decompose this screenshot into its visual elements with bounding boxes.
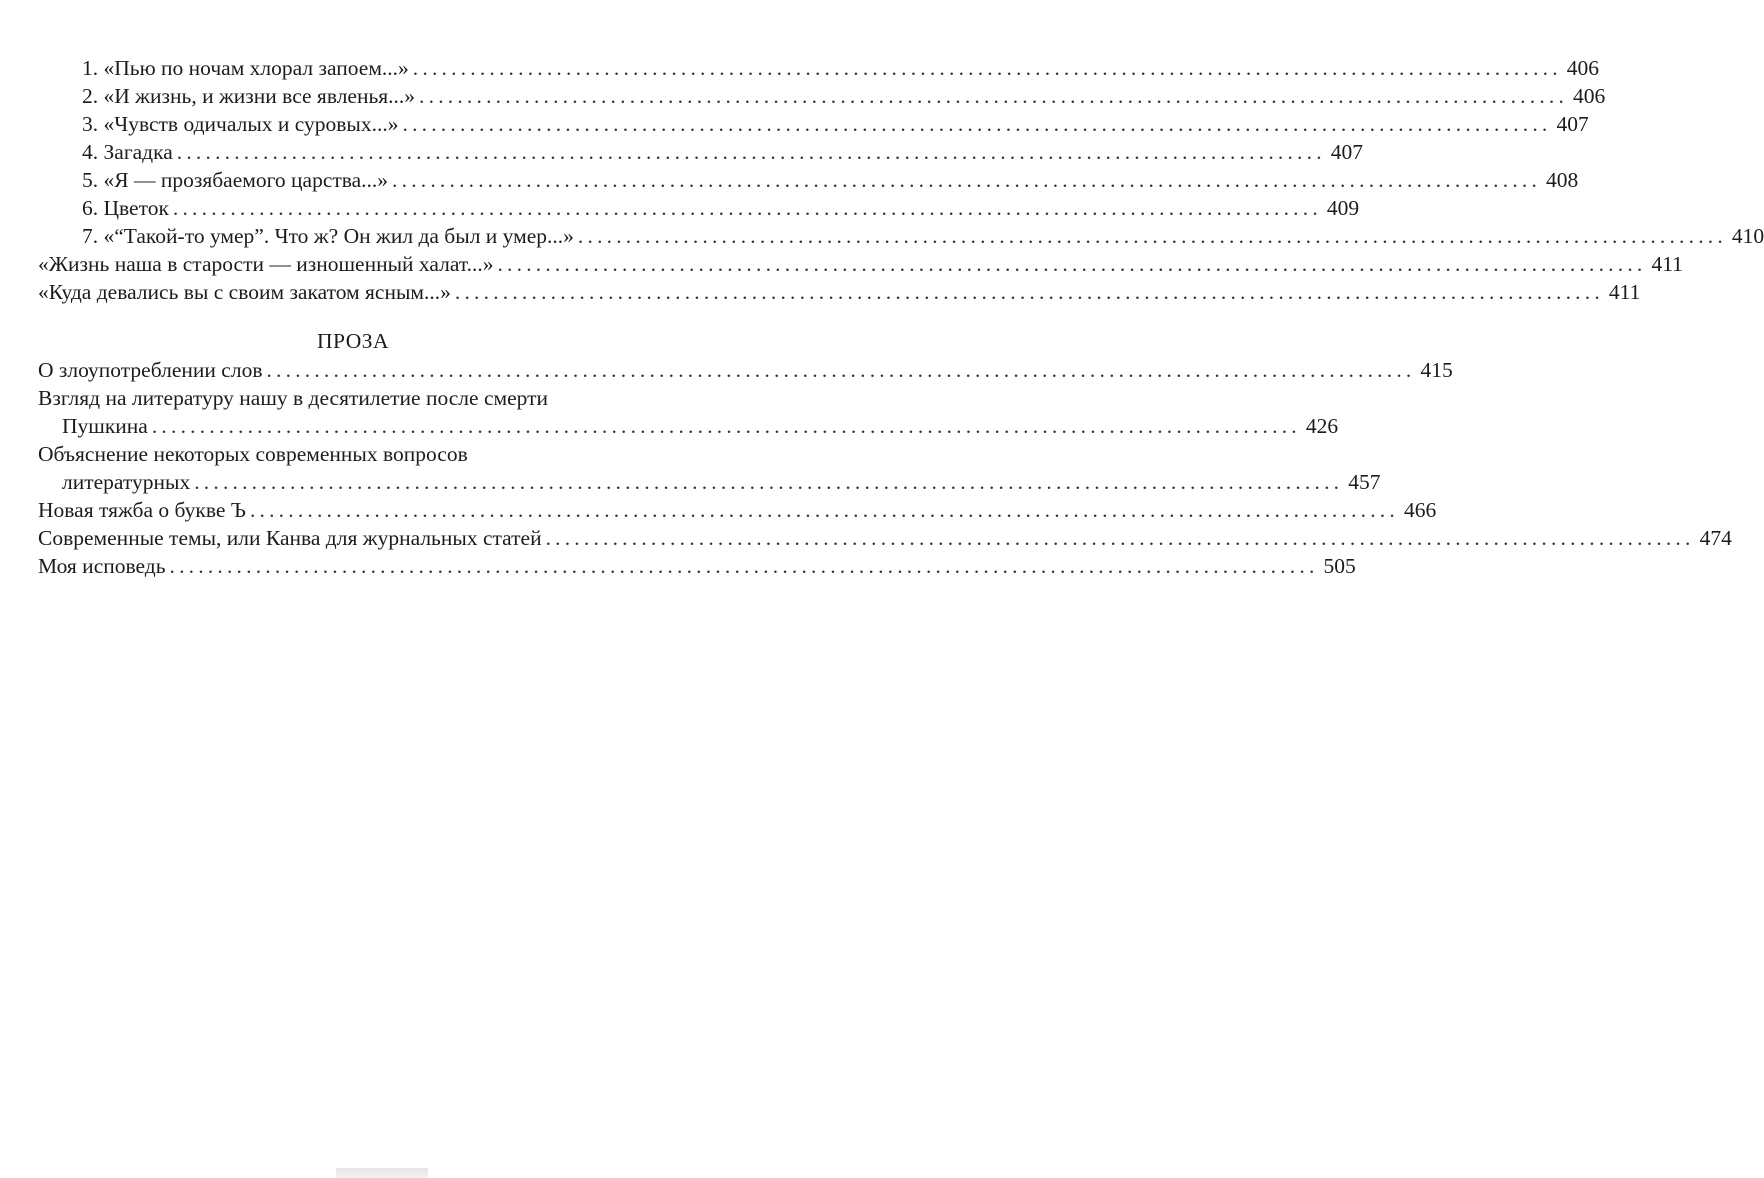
toc-entry-page: 426 — [1305, 414, 1339, 438]
dot-leader: ........................................................................................................................ — [577, 224, 1727, 248]
dot-leader: ........................................................................................................................ — [249, 498, 1399, 522]
dot-leader: ........................................................................................................................ — [392, 168, 1542, 192]
dot-leader: ........................................................................................................................ — [419, 84, 1569, 108]
toc-entry-page: 407 — [1330, 140, 1364, 164]
toc-entry-page: 410 — [1731, 224, 1764, 248]
toc-entry — [38, 110, 1589, 138]
dot-leader: ........................................................................................................................ — [151, 414, 1301, 438]
toc-entry-title: 5. «Я — прозябаемого царства...» — [82, 168, 389, 192]
page-edge-mark — [336, 1168, 428, 1178]
toc-entry-title: Новая тяжба о букве Ъ — [38, 498, 246, 522]
table-of-contents — [38, 54, 1764, 580]
toc-entry — [38, 496, 1437, 524]
toc-entry-page: 466 — [1403, 498, 1437, 522]
toc-entry-title: 4. Загадка — [82, 140, 173, 164]
dot-leader: ........................................................................................................................ — [172, 196, 1322, 220]
toc-entry-page: 505 — [1323, 554, 1356, 578]
toc-entry-title: Взгляд на литературу нашу в десятилетие после смерти — [38, 386, 549, 410]
dot-leader: ........................................................................................................................ — [266, 358, 1416, 382]
toc-entry-title: 7. «“Такой-то умер”. Что ж? Он жил да был и умер...» — [82, 224, 574, 248]
toc-entry-title: 3. «Чувств одичалых и суровых...» — [82, 112, 399, 136]
toc-entry-page: 457 — [1348, 470, 1381, 494]
toc-entry-page: 474 — [1699, 526, 1732, 550]
dot-leader: ........................................................................................................................ — [194, 470, 1344, 494]
toc-entry-title: Моя исповедь — [38, 554, 166, 578]
toc-entry — [38, 356, 1453, 384]
toc-entry — [38, 278, 1641, 306]
toc-entry — [38, 54, 1600, 82]
toc-entry-page: 407 — [1556, 112, 1589, 136]
toc-entry-line — [38, 384, 668, 412]
toc-entry-title-continued: литературных — [62, 470, 191, 494]
toc-entry — [38, 166, 1579, 194]
toc-entry — [38, 412, 1339, 440]
toc-entry-line — [38, 440, 668, 468]
toc-entry — [38, 194, 1360, 222]
toc-entry-page: 411 — [1651, 252, 1683, 276]
toc-entry-title-continued: Пушкина — [62, 414, 148, 438]
dot-leader: ........................................................................................................................ — [169, 554, 1319, 578]
dot-leader: ........................................................................................................................ — [545, 526, 1695, 550]
toc-entry-title: Объяснение некоторых современных вопросов — [38, 442, 468, 466]
toc-entry — [38, 250, 1683, 278]
dot-leader: ........................................................................................................................ — [176, 140, 1326, 164]
toc-entry-page: 409 — [1326, 196, 1360, 220]
toc-entry — [38, 468, 1381, 496]
toc-entry-title: 2. «И жизнь, и жизни все явленья...» — [82, 84, 416, 108]
toc-entry — [38, 552, 1356, 580]
toc-entry — [38, 138, 1364, 166]
toc-entry-title: 6. Цветок — [82, 196, 169, 220]
toc-entry — [38, 82, 1606, 110]
toc-entry — [38, 524, 1732, 552]
dot-leader: ........................................................................................................................ — [454, 280, 1604, 304]
dot-leader: ........................................................................................................................ — [402, 112, 1552, 136]
toc-entry-title: О злоупотреблении слов — [38, 358, 263, 382]
toc-entry-title: «Куда девались вы с своим закатом ясным...» — [38, 280, 451, 304]
toc-entry-title: «Жизнь наша в старости — изношенный халат...» — [38, 252, 494, 276]
toc-entry-page: 415 — [1420, 358, 1453, 382]
dot-leader: ........................................................................................................................ — [497, 252, 1647, 276]
toc-entry-title: Современные темы, или Канва для журнальных статей — [38, 526, 542, 550]
dot-leader: ........................................................................................................................ — [412, 56, 1562, 80]
toc-entry — [38, 222, 1764, 250]
toc-entry-page: 411 — [1608, 280, 1641, 304]
toc-entry-page: 406 — [1566, 56, 1600, 80]
section-title: ПРОЗА — [316, 329, 390, 353]
toc-entry-title: 1. «Пью по ночам хлорал запоем...» — [82, 56, 409, 80]
toc-entry-page: 408 — [1546, 168, 1579, 192]
toc-entry-page: 406 — [1573, 84, 1606, 108]
